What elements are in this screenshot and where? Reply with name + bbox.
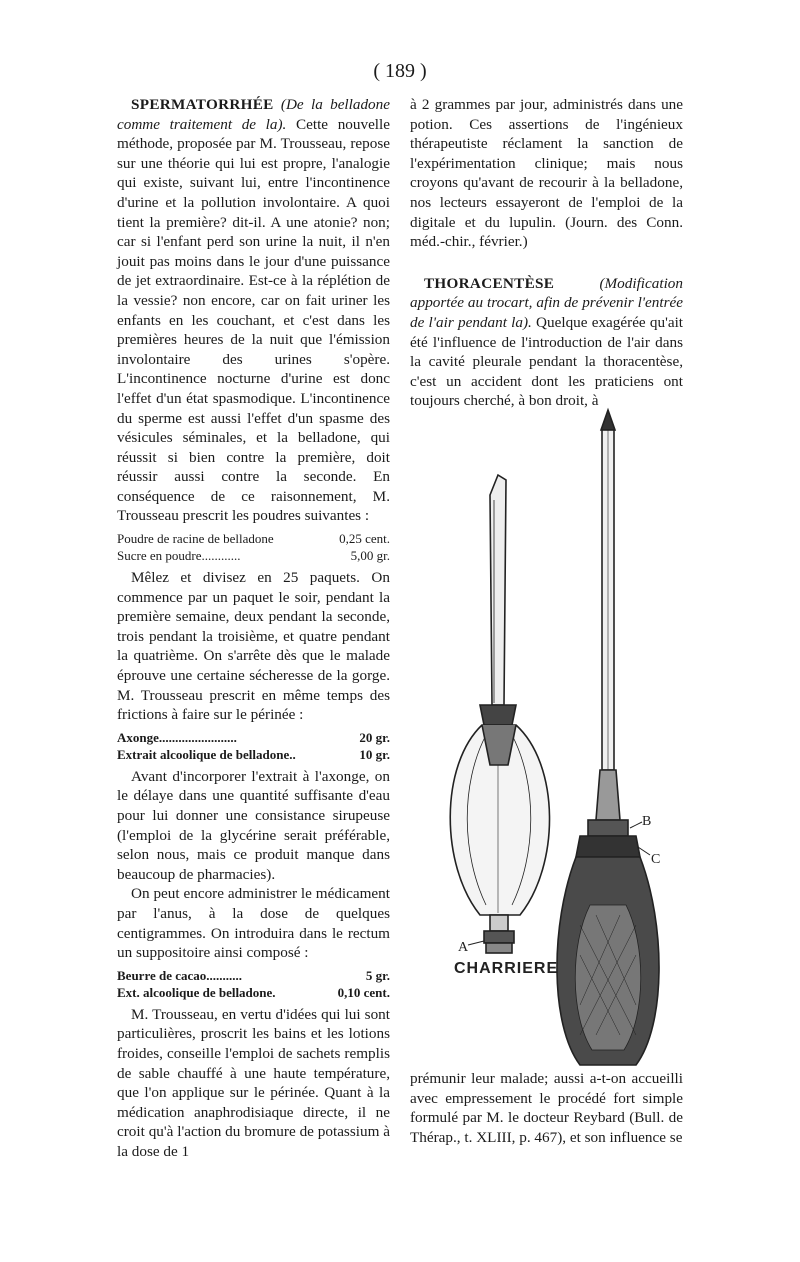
recipe-item: Extrait alcoolique de belladone.. [117, 746, 296, 762]
recipe-qty: 5 gr. [365, 967, 390, 983]
recipe-row [117, 547, 390, 564]
left-paragraph-1 [117, 95, 390, 526]
recipe-qty: 0,10 cent. [337, 984, 390, 1000]
right-paragraph-2 [410, 274, 683, 411]
recipe-row [117, 530, 390, 547]
right-paragraph-1: à 2 grammes par jour, administrés dans une potion. Ces assertions de l'ingénieux thérapeutiste réclament la sanction de l'expérimentation clinique; mais nous croyons qu'avant de recourir à la belladone, nos lecteurs essayeront de l'emploi de la digitale et du lupulin. (Journ. des Conn. méd.-chir., février.) [410, 96, 683, 251]
recipe-row [117, 729, 390, 746]
paragraph-text: Quelque exagérée qu'ait été l'influence de l'introduction de l'air dans la cavité pleurale pendant la thoracentèse, c'est un accident dont les praticiens ont toujours cherché, à bon droit, à [410, 313, 684, 410]
figure-label-a: A [458, 940, 469, 955]
maker-label: CHARRIERE [454, 960, 559, 977]
recipe-qty: 0,25 cent. [339, 531, 390, 547]
left-paragraph-3: Avant d'incorporer l'extrait à l'axonge, on le délaye dans une quantité suffisante d'eau pour lui donner une consistance sirupeuse (l'emploi de la glycérine serait préférable, selon nous, mais ce produit manque dans beaucoup de pharmacies). [117, 767, 390, 883]
left-paragraph-2: Mêlez et divisez en 25 paquets. On commence par un paquet le soir, pendant la première semaine, deux pendant la seconde, trois pendant la troisième, et quatre pendant la quatrième. On s'arrête dès que le malade éprouve une certaine sécheresse de la gorge. M. Trousseau prescrit en même temps des frictions à faire sur le périnée : [117, 569, 390, 724]
bulb-device [450, 475, 549, 953]
recipe-item: Axonge........................ [117, 729, 237, 745]
left-paragraph-4: On peut encore administrer le médicament par l'anus, à la dose de quelques centigrammes. On introduira dans le rectum un suppositoire ainsi composé : [117, 885, 390, 962]
trocar-illustration [420, 405, 690, 1075]
left-paragraph-5: M. Trousseau, en vertu d'idées qui lui sont particulières, proscrit les bains et les lotions froides, conseille l'emploi de sachets remplis de sable chauffé à une haute température, que l'on applique sur le périnée. Quant à la médication anaphrodisiaque directe, il ne croit qu'à l'action du bromure de potassium à la dose de 1 [117, 1005, 390, 1160]
recipe-qty: 10 gr. [359, 746, 390, 762]
section-title-thoracentese: THORACENTÈSE [424, 274, 555, 292]
section-title-spermatorrhee: SPERMATORRHÉE [131, 96, 274, 113]
section-subtitle-thoracentese: (Modification apportée au trocart, afin de prévenir l'entrée de l'air pendant la). [410, 274, 683, 331]
recipe-row [117, 746, 390, 763]
section-subtitle-spermatorrhee: (De la belladone comme traitement de la). [117, 96, 390, 133]
recipe-suppository [117, 967, 390, 1001]
recipe-frictions [117, 729, 390, 763]
recipe-row [117, 984, 390, 1001]
recipe-row [117, 967, 390, 984]
left-column [117, 95, 390, 1162]
figure-label-c: C [651, 852, 661, 867]
recipe-item: Poudre de racine de belladone [117, 531, 274, 547]
recipe-qty: 20 gr. [359, 729, 390, 745]
recipe-item: Beurre de cacao........... [117, 967, 243, 983]
right-paragraph-3: prémunir leur malade; aussi a-t-on accueilli avec empressement le procédé fort simple formulé par M. le docteur Reybard (Bull. de Thérap., t. XLIII, p. 467), et son influence se [410, 1070, 683, 1146]
figure-label-b: B [642, 814, 652, 829]
recipe-item: Ext. alcoolique de belladone. [117, 984, 276, 1000]
recipe-item: Sucre en poudre............ [117, 548, 241, 564]
page-number: ( 189 ) [373, 60, 427, 82]
recipe-qty: 5,00 gr. [350, 548, 390, 564]
trocar-instrument [557, 410, 659, 1065]
recipe-powders [117, 530, 390, 564]
paragraph-text: Cette nouvelle méthode, proposée par M. Trousseau, repose sur une théorie qui lui est propre, l'analogie qui existe, suivant lui, entre l'incontinence d'urine et la pollution involontaire. A quoi tient la première? dit-il. A une atonie? non; car si l'enfant perd son urine la nuit, il n'en jouit pas moins dans le jour d'une puissance de jet extraordinaire. Est-ce à la réplétion de la vessie? non encore, car on fait uriner les enfants en les couchant, et c'est dans les premières heures de la nuit que l'émission involontaire des urines s'opère. L'incontinence nocturne d'urine est donc l'effet d'un état spasmodique. L'incontinence du sperme est aussi l'effet d'un spasme des vésicules séminales, et la belladone, qui réussit si bien contre la première, doit réussir aussi contre la seconde. En conséquence de ce raisonnement, M. Trousseau prescrit les poudres suivantes : [117, 115, 390, 525]
right-column [410, 95, 683, 411]
